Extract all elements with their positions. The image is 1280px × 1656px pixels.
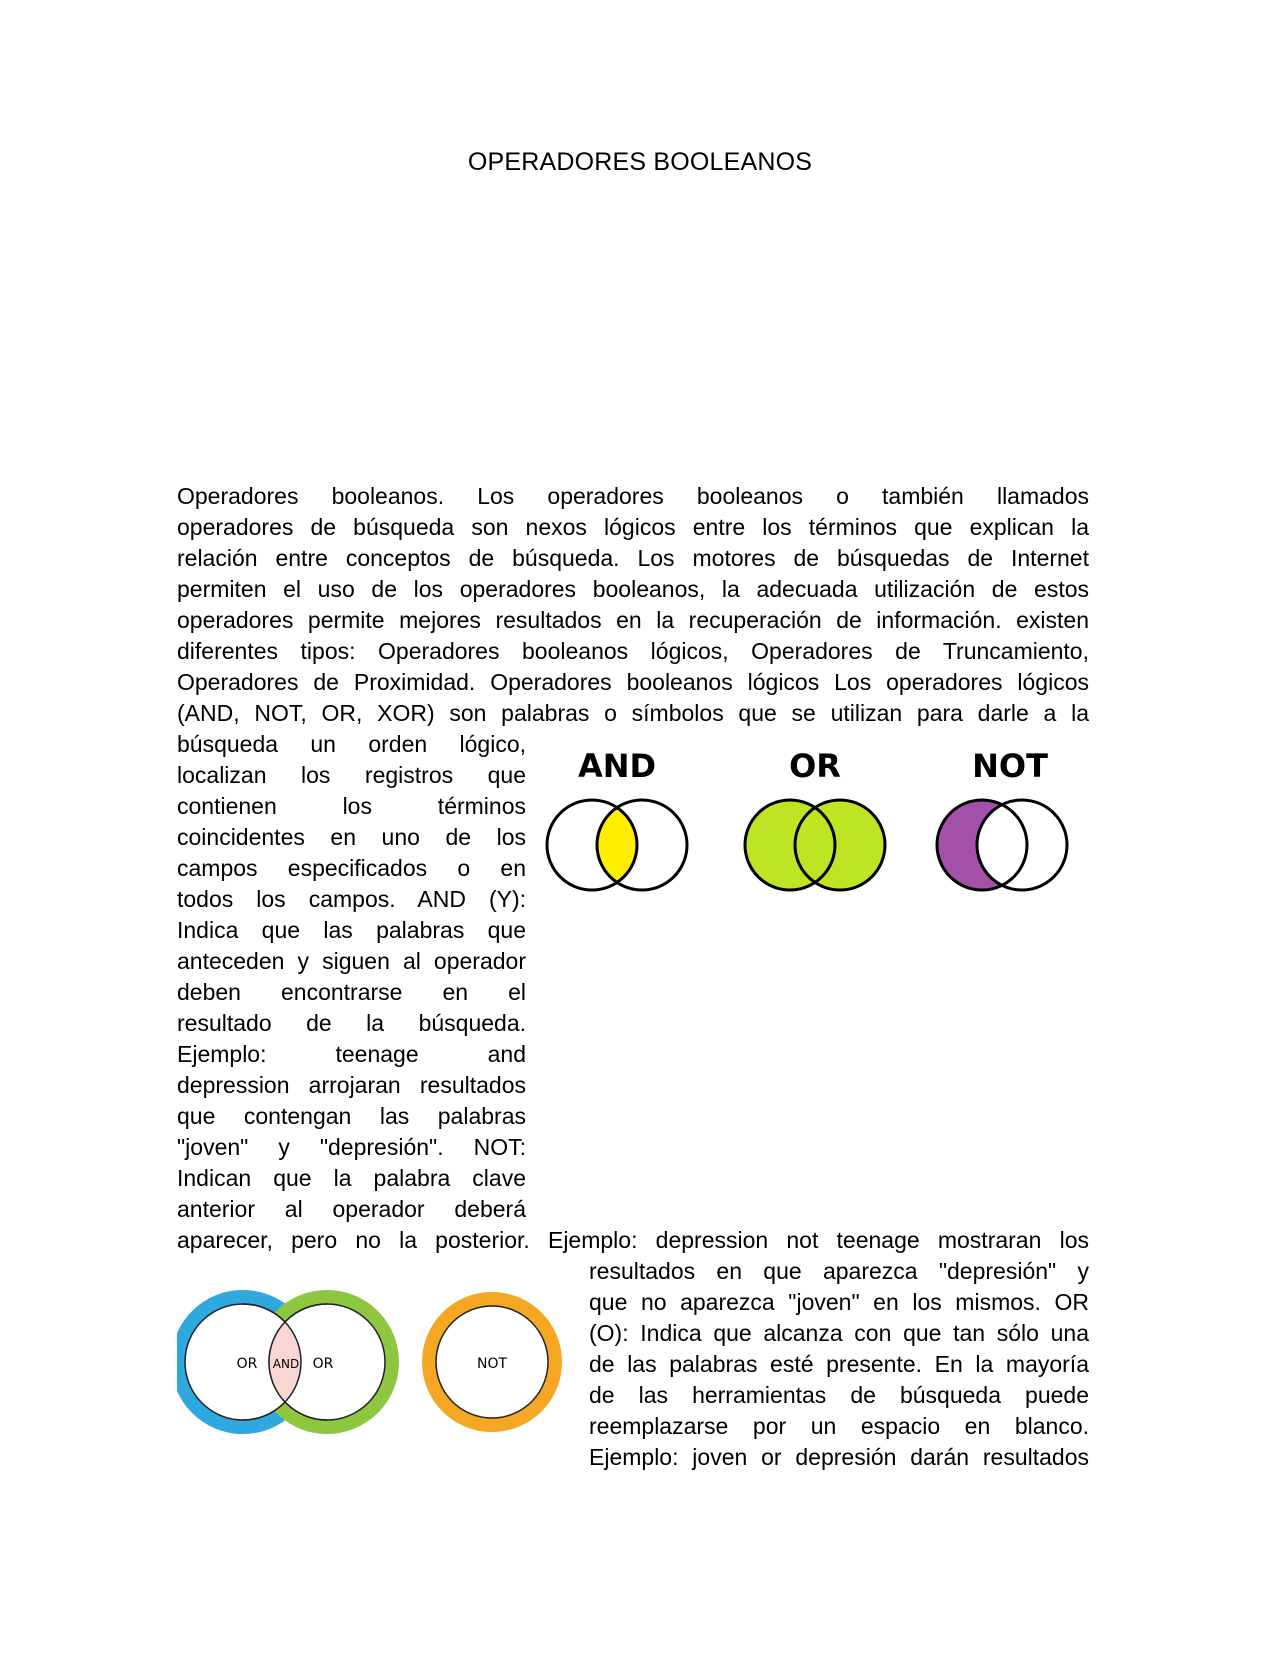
text-line: contienen los términos xyxy=(177,793,526,819)
text-line: Ejemplo: joven or depresión darán resultados xyxy=(589,1444,1089,1470)
text-line: Ejemplo: teenage and xyxy=(177,1041,526,1067)
text-line: Indica que las palabras que xyxy=(177,917,526,943)
text-line: resultado de la búsqueda. xyxy=(177,1010,526,1036)
text-line: anteceden y siguen al operador xyxy=(177,948,526,974)
text-line: relación entre conceptos de búsqueda. Los motores de búsquedas de Internet xyxy=(177,545,1089,571)
text-line: todos los campos. AND (Y): xyxy=(177,886,526,912)
text-line: Operadores de Proximidad. Operadores booleanos lógicos Los operadores lógicos xyxy=(177,669,1089,695)
text-line: anterior al operador deberá xyxy=(177,1196,526,1222)
boolean-venn-figure xyxy=(545,745,1105,905)
text-line: búsqueda un orden lógico, xyxy=(177,731,526,757)
or-left-label: OR xyxy=(236,1356,258,1372)
not-label: NOT xyxy=(972,747,1048,785)
text-line: localizan los registros que xyxy=(177,762,526,788)
page-title: OPERADORES BOOLEANOS xyxy=(467,148,813,176)
text-line: coincidentes en uno de los xyxy=(177,824,526,850)
text-line: diferentes tipos: Operadores booleanos lógicos, Operadores de Truncamiento, xyxy=(177,638,1089,664)
text-line: deben encontrarse en el xyxy=(177,979,526,1005)
text-line: operadores de búsqueda son nexos lógicos entre los términos que explican la xyxy=(177,514,1089,540)
or-right-label: OR xyxy=(312,1356,334,1372)
text-line: campos especificados o en xyxy=(177,855,526,881)
text-line: operadores permite mejores resultados en la recuperación de información. existen xyxy=(177,607,1089,633)
and-center-label: AND xyxy=(272,1357,300,1371)
and-label: AND xyxy=(577,747,657,785)
or-label: OR xyxy=(789,747,841,785)
text-line: (AND, NOT, OR, XOR) son palabras o símbolos que se utilizan para darle a la xyxy=(177,700,1089,726)
text-line: de las herramientas de búsqueda puede xyxy=(589,1382,1089,1408)
text-line: aparecer, pero no la posterior. Ejemplo: depression not teenage mostraran los xyxy=(177,1227,1089,1253)
text-line: Indican que la palabra clave xyxy=(177,1165,526,1191)
ring-venn-figure xyxy=(177,1282,577,1442)
text-line: "joven" y "depresión". NOT: xyxy=(177,1134,526,1160)
text-line: depression arrojaran resultados xyxy=(177,1072,526,1098)
text-line: Operadores booleanos. Los operadores booleanos o también llamados xyxy=(177,483,1089,509)
text-line: reemplazarse por un espacio en blanco. xyxy=(589,1413,1089,1439)
text-line: de las palabras esté presente. En la mayoría xyxy=(589,1351,1089,1377)
not-label: NOT xyxy=(476,1356,508,1372)
not-right-circle xyxy=(977,800,1067,890)
text-line: que contengan las palabras xyxy=(177,1103,526,1129)
text-line: (O): Indica que alcanza con que tan sólo una xyxy=(589,1320,1089,1346)
text-line: permiten el uso de los operadores booleanos, la adecuada utilización de estos xyxy=(177,576,1089,602)
text-line: resultados en que aparezca "depresión" y xyxy=(589,1258,1089,1284)
text-line: que no aparezca "joven" en los mismos. OR xyxy=(589,1289,1089,1315)
